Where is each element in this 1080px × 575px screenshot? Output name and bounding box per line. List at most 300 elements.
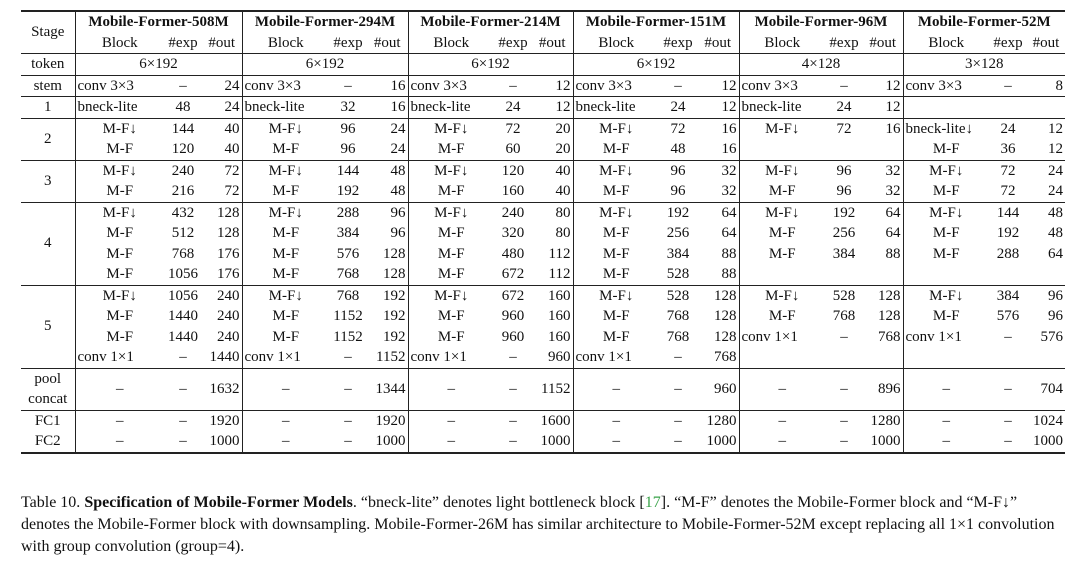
- cell-block: M-F↓: [408, 118, 494, 139]
- cell-exp: 144: [329, 160, 367, 181]
- cell-block: M-F: [408, 181, 494, 202]
- cell-out: 12: [697, 97, 739, 119]
- cell-block: M-F↓: [739, 285, 825, 306]
- cell-block: M-F: [573, 306, 659, 327]
- cell-block: bneck-lite: [739, 97, 825, 119]
- cell-out: 128: [714, 308, 737, 324]
- stage-header: Stage: [21, 11, 75, 54]
- cell-exp: 160: [501, 183, 525, 199]
- cell-block: [903, 97, 989, 119]
- cell-block: M-F: [75, 139, 164, 160]
- cell-out: 1632: [202, 368, 242, 410]
- cell-exp: 320: [501, 225, 525, 241]
- cell-exp: 216: [171, 183, 195, 199]
- cell-out: 112: [548, 266, 571, 282]
- cell-out: 192: [383, 328, 406, 345]
- cell-out: [863, 264, 903, 285]
- subheader-block: Block: [408, 33, 494, 54]
- cell-out: 960: [548, 349, 571, 365]
- model-header-row: [21, 11, 1065, 33]
- cell-block: M-F↓: [242, 160, 329, 181]
- cell-exp: 144: [164, 118, 202, 139]
- cell-block: M-F: [75, 264, 164, 285]
- cell-block: M-F↓: [75, 202, 164, 223]
- cell-out: 960: [697, 368, 739, 410]
- cell-out: 1000: [532, 431, 573, 453]
- cell-exp: 96: [825, 160, 863, 181]
- cell-out: 12: [1027, 118, 1065, 139]
- cell-out: 1000: [1027, 431, 1065, 453]
- cell-out: 160: [548, 328, 571, 345]
- cell-out: 80: [532, 202, 573, 223]
- cell-out: 1152: [376, 349, 406, 365]
- cell-exp: –: [329, 431, 367, 453]
- cell-out: 704: [1027, 368, 1065, 410]
- cell-out: 72: [224, 183, 240, 199]
- cell-block: M-F: [739, 306, 825, 327]
- cell-block: conv 3×3: [242, 75, 329, 97]
- cell-exp: 384: [989, 285, 1027, 306]
- cell-out: 1000: [863, 431, 903, 453]
- cell-block: bneck-lite: [242, 97, 329, 119]
- cell-block: conv 1×1: [903, 327, 989, 348]
- cell-exp: –: [840, 328, 848, 345]
- cell-block: conv 3×3: [573, 75, 659, 97]
- cell-exp: –: [509, 349, 517, 365]
- cell-exp: 24: [659, 97, 697, 119]
- subheader-block: Block: [903, 33, 989, 54]
- stage-label: 2: [21, 118, 75, 160]
- cell-out: 12: [863, 97, 903, 119]
- cell-exp: [989, 97, 1027, 119]
- cell-block: M-F: [573, 244, 659, 265]
- cell-exp: 768: [171, 245, 195, 262]
- cell-block: M-F: [739, 223, 825, 244]
- cell-exp: –: [659, 410, 697, 431]
- cell-out: 48: [1027, 202, 1065, 223]
- cell-exp: 1152: [333, 308, 363, 324]
- cell-out: 64: [721, 225, 737, 241]
- cell-exp: 72: [494, 118, 532, 139]
- cell-out: 12: [1048, 141, 1064, 157]
- cell-out: 12: [697, 75, 739, 97]
- stage-label: stem: [21, 75, 75, 97]
- cell-block: [903, 264, 989, 285]
- cell-out: 48: [390, 183, 406, 199]
- cell-exp: 480: [501, 245, 525, 262]
- cell-out: 48: [367, 160, 408, 181]
- cell-block: –: [75, 368, 164, 410]
- cell-exp: –: [164, 75, 202, 97]
- cell-out: 1920: [367, 410, 408, 431]
- cell-exp: 60: [505, 141, 521, 157]
- cell-block: M-F↓: [408, 285, 494, 306]
- model-header: Mobile-Former-294M: [242, 11, 408, 33]
- cell-out: 160: [532, 285, 573, 306]
- cell-out: 12: [532, 75, 573, 97]
- subheader-exp: #exp: [993, 34, 1023, 51]
- cell-exp: 384: [832, 245, 856, 262]
- cell-out: [1027, 264, 1065, 285]
- cell-block: conv 3×3: [408, 75, 494, 97]
- table-caption: [21, 492, 1069, 558]
- cell-block: M-F↓: [573, 118, 659, 139]
- cell-block: –: [903, 368, 989, 410]
- fc1-row: [21, 410, 1065, 431]
- cell-exp: 528: [825, 285, 863, 306]
- cell-block: conv 1×1: [408, 347, 494, 368]
- cell-exp: 192: [996, 225, 1020, 241]
- stage-label: 3: [21, 160, 75, 202]
- cell-exp: –: [494, 410, 532, 431]
- stem-row: [21, 75, 1065, 97]
- cell-exp: 96: [329, 118, 367, 139]
- cell-out: 128: [383, 266, 406, 282]
- cell-exp: 72: [659, 118, 697, 139]
- subheader-out: #out: [538, 34, 566, 51]
- cell-exp: 768: [666, 308, 690, 324]
- cell-block: M-F↓: [75, 118, 164, 139]
- cell-block: –: [408, 368, 494, 410]
- cell-block: M-F: [408, 244, 494, 265]
- cell-exp: –: [329, 410, 367, 431]
- cell-out: 12: [532, 97, 573, 119]
- cell-out: 1280: [863, 410, 903, 431]
- cell-exp: –: [825, 431, 863, 453]
- cell-exp: 1056: [164, 285, 202, 306]
- cell-exp: 512: [171, 225, 195, 241]
- cell-exp: –: [825, 368, 863, 410]
- cell-block: [739, 264, 825, 285]
- stage-row: [21, 139, 1065, 160]
- cell-exp: [825, 139, 863, 160]
- subheader-row: [21, 33, 1065, 54]
- cell-out: 768: [714, 349, 737, 365]
- cell-block: –: [739, 410, 825, 431]
- cell-block: –: [408, 410, 494, 431]
- cell-block: conv 3×3: [75, 75, 164, 97]
- cell-exp: 72: [989, 160, 1027, 181]
- cell-exp: –: [494, 75, 532, 97]
- cell-exp: 256: [832, 225, 856, 241]
- cell-exp: 32: [329, 97, 367, 119]
- cell-out: 192: [383, 308, 406, 324]
- citation-link[interactable]: 17: [644, 494, 661, 511]
- token-value: 6×192: [573, 54, 739, 76]
- model-header: Mobile-Former-214M: [408, 11, 573, 33]
- cell-out: 128: [863, 285, 903, 306]
- cell-block: –: [242, 368, 329, 410]
- subheader-out: #out: [208, 34, 236, 51]
- cell-block: conv 1×1: [573, 347, 659, 368]
- cell-out: 8: [1027, 75, 1065, 97]
- cell-block: M-F: [408, 223, 494, 244]
- cell-exp: 48: [670, 141, 686, 157]
- cell-block: M-F↓: [739, 118, 825, 139]
- cell-block: [903, 347, 989, 368]
- cell-out: 160: [548, 308, 571, 324]
- cell-out: 128: [202, 202, 242, 223]
- cell-block: M-F: [242, 327, 329, 348]
- cell-out: 16: [367, 97, 408, 119]
- cell-exp: –: [674, 349, 682, 365]
- cell-exp: 768: [336, 266, 360, 282]
- cell-exp: 256: [666, 225, 690, 241]
- stage-label: 5: [21, 285, 75, 368]
- stage-row: [21, 97, 1065, 119]
- cell-block: –: [242, 431, 329, 453]
- cell-out: 32: [721, 183, 737, 199]
- cell-block: M-F: [242, 181, 329, 202]
- cell-out: 16: [367, 75, 408, 97]
- cell-block: [739, 139, 825, 160]
- cell-out: 48: [1048, 225, 1064, 241]
- cell-exp: [825, 347, 863, 368]
- cell-exp: [825, 264, 863, 285]
- stage-row: [21, 285, 1065, 306]
- cell-exp: 576: [996, 308, 1020, 324]
- stage-row: [21, 202, 1065, 223]
- cell-exp: –: [989, 368, 1027, 410]
- cell-exp: 960: [501, 328, 525, 345]
- cell-exp: –: [329, 75, 367, 97]
- cell-exp: 240: [494, 202, 532, 223]
- cell-out: 1152: [532, 368, 573, 410]
- cell-exp: –: [494, 368, 532, 410]
- cell-block: M-F: [739, 181, 825, 202]
- cell-exp: 1152: [333, 328, 363, 345]
- cell-out: 64: [697, 202, 739, 223]
- cell-block: M-F↓: [408, 160, 494, 181]
- cell-block: M-F: [242, 223, 329, 244]
- cell-out: 16: [697, 118, 739, 139]
- cell-block: –: [573, 410, 659, 431]
- cell-exp: 24: [825, 97, 863, 119]
- cell-exp: 24: [989, 118, 1027, 139]
- cell-out: 40: [532, 160, 573, 181]
- cell-out: 128: [878, 308, 901, 324]
- subheader-exp: #exp: [168, 34, 198, 51]
- cell-exp: –: [989, 431, 1027, 453]
- cell-block: M-F↓: [573, 160, 659, 181]
- cell-block: M-F↓: [739, 202, 825, 223]
- cell-out: [863, 347, 903, 368]
- concat-label: concat: [28, 391, 68, 407]
- cell-out: 128: [383, 245, 406, 262]
- cell-block: –: [739, 431, 825, 453]
- cell-block: M-F: [903, 181, 989, 202]
- cell-out: 32: [885, 183, 901, 199]
- cell-block: M-F: [242, 306, 329, 327]
- cell-exp: 192: [659, 202, 697, 223]
- cell-out: 1440: [209, 349, 240, 365]
- cell-out: 88: [721, 266, 737, 282]
- subheader-exp: #exp: [498, 34, 528, 51]
- cell-out: [1027, 347, 1065, 368]
- cell-out: 176: [217, 266, 240, 282]
- cell-block: M-F↓: [75, 285, 164, 306]
- cell-out: 64: [863, 202, 903, 223]
- cell-block: M-F: [242, 244, 329, 265]
- stage-row: [21, 347, 1065, 368]
- cell-exp: –: [659, 75, 697, 97]
- cell-block: conv 1×1: [739, 327, 825, 348]
- cell-exp: 144: [989, 202, 1027, 223]
- cell-out: 40: [202, 118, 242, 139]
- cell-exp: 768: [329, 285, 367, 306]
- caption-label: Table 10.: [21, 494, 81, 511]
- cell-out: 24: [390, 141, 406, 157]
- cell-block: M-F: [408, 306, 494, 327]
- spec-table-container: [21, 10, 1064, 454]
- cell-block: –: [573, 431, 659, 453]
- caption-title: Specification of Mobile-Former Models: [84, 494, 353, 511]
- cell-block: –: [75, 431, 164, 453]
- caption-text-1: . “bneck-lite” denotes light bottleneck block [: [352, 494, 645, 511]
- cell-out: 32: [697, 160, 739, 181]
- cell-out: 72: [202, 160, 242, 181]
- cell-block: bneck-lite: [408, 97, 494, 119]
- cell-exp: 240: [164, 160, 202, 181]
- cell-block: M-F: [573, 223, 659, 244]
- cell-block: M-F: [242, 139, 329, 160]
- token-value: 6×192: [75, 54, 242, 76]
- cell-block: M-F: [903, 306, 989, 327]
- subheader-exp: #exp: [829, 34, 859, 51]
- subheader-block: Block: [573, 33, 659, 54]
- subheader-out: #out: [704, 34, 732, 51]
- cell-exp: 768: [666, 328, 690, 345]
- cell-block: M-F: [903, 244, 989, 265]
- cell-block: M-F: [903, 139, 989, 160]
- cell-out: 1024: [1027, 410, 1065, 431]
- pool-concat-row: [21, 368, 1065, 410]
- cell-out: 1920: [202, 410, 242, 431]
- cell-exp: 576: [336, 245, 360, 262]
- cell-out: 96: [1027, 285, 1065, 306]
- stage-row: [21, 118, 1065, 139]
- stage-row: [21, 160, 1065, 181]
- cell-out: 24: [367, 118, 408, 139]
- cell-block: –: [408, 431, 494, 453]
- cell-out: [1027, 97, 1065, 119]
- cell-exp: –: [164, 431, 202, 453]
- cell-block: M-F: [75, 223, 164, 244]
- cell-block: bneck-lite: [573, 97, 659, 119]
- stage-label: 1: [21, 97, 75, 119]
- cell-exp: 120: [171, 141, 195, 157]
- cell-block: bneck-lite↓: [903, 118, 989, 139]
- model-header: Mobile-Former-52M: [903, 11, 1065, 33]
- cell-block: M-F: [242, 264, 329, 285]
- cell-out: 128: [217, 225, 240, 241]
- cell-exp: –: [825, 75, 863, 97]
- pool-label: pool: [34, 370, 62, 387]
- cell-exp: 36: [1000, 141, 1016, 157]
- cell-out: 24: [202, 75, 242, 97]
- cell-block: M-F: [75, 244, 164, 265]
- cell-out: 32: [863, 160, 903, 181]
- cell-out: 240: [202, 285, 242, 306]
- cell-exp: 1440: [168, 308, 198, 324]
- cell-block: M-F: [75, 327, 164, 348]
- cell-out: 1000: [697, 431, 739, 453]
- cell-block: M-F: [573, 327, 659, 348]
- cell-block: conv 1×1: [75, 347, 164, 368]
- cell-block: bneck-lite: [75, 97, 164, 119]
- cell-out: 20: [532, 118, 573, 139]
- model-header: Mobile-Former-96M: [739, 11, 903, 33]
- cell-out: 1280: [697, 410, 739, 431]
- cell-exp: 672: [494, 285, 532, 306]
- fc2-row: [21, 431, 1065, 453]
- cell-out: [863, 139, 903, 160]
- token-row: [21, 54, 1065, 76]
- cell-block: M-F: [75, 181, 164, 202]
- cell-exp: [989, 347, 1027, 368]
- cell-block: conv 1×1: [242, 347, 329, 368]
- cell-out: 128: [697, 285, 739, 306]
- cell-exp: 192: [336, 183, 360, 199]
- cell-block: –: [903, 431, 989, 453]
- cell-block: M-F↓: [903, 285, 989, 306]
- cell-block: M-F↓: [573, 202, 659, 223]
- cell-block: M-F: [408, 139, 494, 160]
- cell-block: M-F↓: [242, 202, 329, 223]
- cell-exp: –: [989, 410, 1027, 431]
- cell-exp: –: [494, 431, 532, 453]
- cell-block: –: [242, 410, 329, 431]
- cell-exp: 48: [164, 97, 202, 119]
- cell-out: 16: [863, 118, 903, 139]
- cell-exp: 72: [1000, 183, 1016, 199]
- subheader-exp: #exp: [333, 34, 363, 51]
- cell-block: –: [75, 410, 164, 431]
- cell-exp: –: [329, 368, 367, 410]
- cell-block: –: [739, 368, 825, 410]
- cell-out: 240: [217, 308, 240, 324]
- stage-label: 4: [21, 202, 75, 285]
- stage-row: [21, 327, 1065, 348]
- subheader-block: Block: [739, 33, 825, 54]
- cell-out: 20: [555, 141, 571, 157]
- cell-out: 16: [721, 141, 737, 157]
- cell-out: 176: [217, 245, 240, 262]
- caption-text-2: ]. “M-F” denotes the Mobile-Former block and “M-F↓” denotes the Mobile-Former block with downsampling. Mobile-Former-26M has similar architecture to Mobile-Former-52M except replacing all 1×1 convolution with group convolution (group=4).: [21, 494, 1055, 555]
- subheader-exp: #exp: [663, 34, 693, 51]
- cell-block: M-F↓: [903, 202, 989, 223]
- stage-row: [21, 306, 1065, 327]
- cell-exp: –: [164, 410, 202, 431]
- cell-out: 112: [548, 245, 571, 262]
- cell-block: conv 3×3: [739, 75, 825, 97]
- cell-exp: –: [344, 349, 352, 365]
- cell-out: 96: [390, 225, 406, 241]
- stage-label: [21, 368, 75, 410]
- cell-block: M-F: [573, 139, 659, 160]
- cell-out: 576: [1040, 328, 1064, 345]
- cell-out: 80: [555, 225, 571, 241]
- cell-out: 88: [885, 245, 901, 262]
- table-body: [21, 54, 1065, 453]
- cell-out: 1000: [367, 431, 408, 453]
- cell-exp: 672: [501, 266, 525, 282]
- stage-row: [21, 223, 1065, 244]
- cell-out: 192: [367, 285, 408, 306]
- token-value: 6×192: [408, 54, 573, 76]
- cell-out: 896: [863, 368, 903, 410]
- cell-block: M-F: [75, 306, 164, 327]
